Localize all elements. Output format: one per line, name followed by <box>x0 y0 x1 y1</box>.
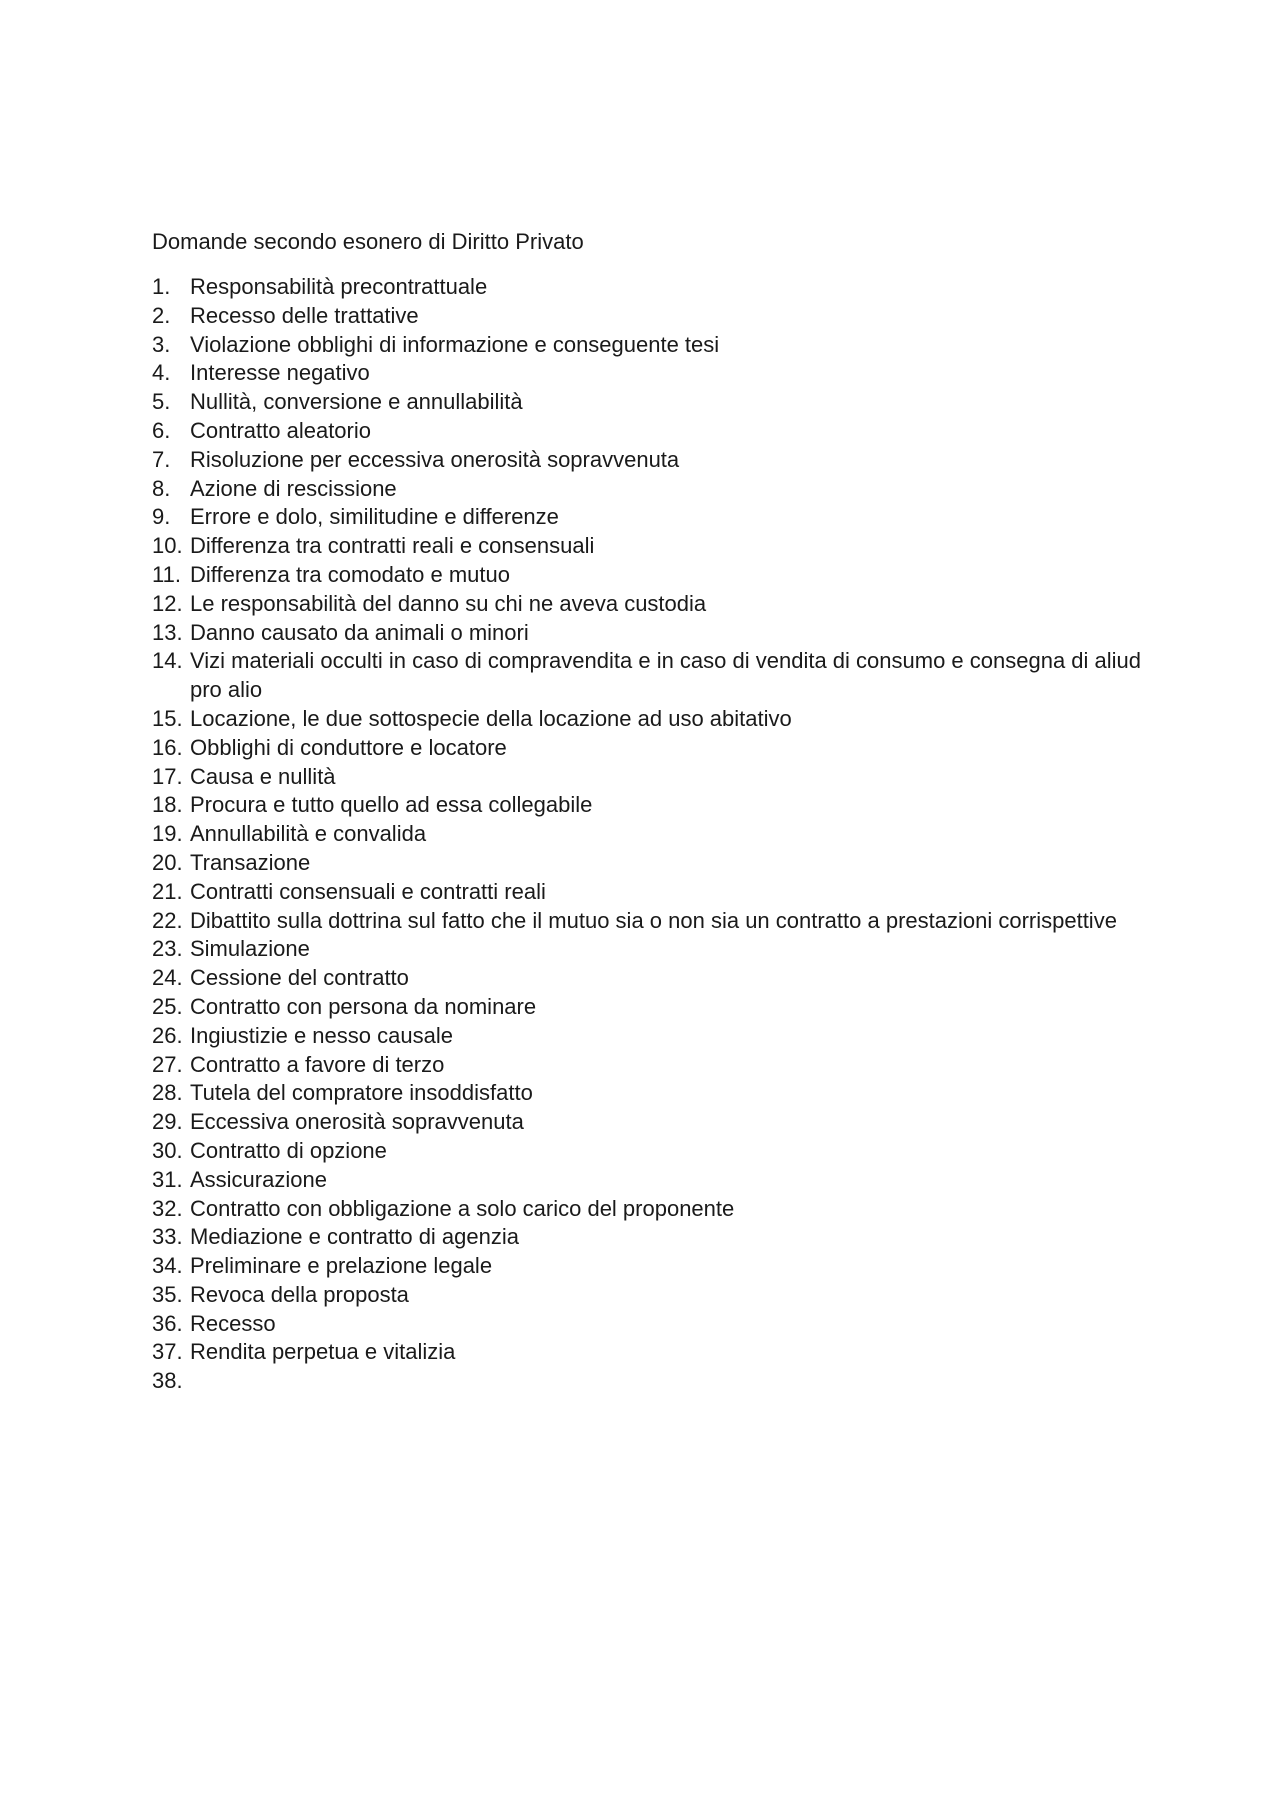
question-item <box>152 1195 1152 1224</box>
question-number: 29. <box>152 1109 183 1135</box>
question-item <box>152 273 1152 302</box>
question-number: 15. <box>152 705 183 731</box>
question-number: 10. <box>152 533 183 559</box>
question-text: Differenza tra contratti reali e consensuali <box>190 533 595 559</box>
question-number: 5. <box>152 389 171 415</box>
question-number: 19. <box>152 821 183 847</box>
question-item <box>152 647 1152 705</box>
question-number: 3. <box>152 331 171 357</box>
question-number: 27. <box>152 1051 183 1077</box>
question-number: 4. <box>152 360 171 386</box>
question-item <box>152 820 1152 849</box>
question-text: Ingiustizie e nesso causale <box>190 1022 453 1048</box>
question-text: Preliminare e prelazione legale <box>190 1253 493 1279</box>
question-number: 14. <box>152 648 183 674</box>
question-item <box>152 446 1152 475</box>
question-item <box>152 1108 1152 1137</box>
question-text: Annullabilità e convalida <box>190 821 427 847</box>
question-number: 22. <box>152 907 183 933</box>
question-item <box>152 302 1152 331</box>
question-item <box>152 907 1152 936</box>
question-number: 16. <box>152 734 183 760</box>
question-text: Contratto a favore di terzo <box>190 1051 445 1077</box>
question-number: 11. <box>152 561 181 587</box>
question-number: 2. <box>152 302 171 328</box>
question-text: Contratto di opzione <box>190 1137 387 1163</box>
question-number: 26. <box>152 1022 183 1048</box>
question-item <box>152 1310 1152 1339</box>
question-number: 28. <box>152 1080 183 1106</box>
question-item <box>152 791 1152 820</box>
question-item <box>152 1281 1152 1310</box>
question-text: Obblighi di conduttore e locatore <box>190 734 507 760</box>
question-number: 1. <box>152 274 171 299</box>
question-item <box>152 532 1152 561</box>
question-text: Le responsabilità del danno su chi ne aveva custodia <box>190 590 707 616</box>
question-number: 8. <box>152 475 171 501</box>
question-item <box>152 331 1152 360</box>
question-item <box>152 388 1152 417</box>
question-item <box>152 1137 1152 1166</box>
question-text: Violazione obblighi di informazione e conseguente tesi <box>190 331 720 357</box>
question-text: Risoluzione per eccessiva onerosità sopravvenuta <box>190 446 680 472</box>
question-number: 36. <box>152 1310 183 1336</box>
question-text: Azione di rescissione <box>190 475 397 501</box>
question-text: Nullità, conversione e annullabilità <box>190 389 523 415</box>
question-text: Procura e tutto quello ad essa collegabile <box>190 792 593 818</box>
question-item <box>152 475 1152 504</box>
question-text: Cessione del contratto <box>190 965 409 991</box>
document-title: Domande secondo esonero di Diritto Privato <box>152 229 584 254</box>
question-number: 6. <box>152 417 171 443</box>
question-text: Dibattito sulla dottrina sul fatto che il mutuo sia o non sia un contratto a prestazioni corrispettive <box>190 907 1117 933</box>
question-number: 33. <box>152 1224 183 1250</box>
question-text: Vizi materiali occulti in caso di compravendita e in caso di vendita di consumo e consegna di aliud pro alio <box>190 648 1142 703</box>
question-item <box>152 590 1152 619</box>
question-item <box>152 619 1152 648</box>
question-text: Mediazione e contratto di agenzia <box>190 1224 519 1250</box>
question-item <box>152 1166 1152 1195</box>
question-text: Transazione <box>190 849 311 875</box>
question-text: Contratto aleatorio <box>190 417 371 443</box>
question-text: Revoca della proposta <box>190 1281 409 1307</box>
question-text: Causa e nullità <box>190 763 336 789</box>
question-item <box>152 993 1152 1022</box>
question-number: 24. <box>152 965 183 991</box>
question-text: Contratto con obbligazione a solo carico del proponente <box>190 1195 735 1221</box>
question-item <box>152 1338 1152 1367</box>
question-item <box>152 935 1152 964</box>
question-item <box>152 964 1152 993</box>
question-number: 12. <box>152 590 183 616</box>
question-number: 13. <box>152 619 183 645</box>
question-number: 34. <box>152 1253 183 1279</box>
question-number: 38. <box>152 1368 183 1394</box>
question-item <box>152 1367 1152 1396</box>
question-item <box>152 849 1152 878</box>
question-text: Simulazione <box>190 936 310 962</box>
question-text: Recesso <box>190 1310 276 1336</box>
question-text: Eccessiva onerosità sopravvenuta <box>190 1109 524 1135</box>
question-item <box>152 1252 1152 1281</box>
question-text: Differenza tra comodato e mutuo <box>190 561 510 587</box>
question-text: Errore e dolo, similitudine e differenze <box>190 504 559 530</box>
question-item <box>152 705 1152 734</box>
question-text: Rendita perpetua e vitalizia <box>190 1339 456 1365</box>
question-item <box>152 359 1152 388</box>
question-text: Danno causato da animali o minori <box>190 619 529 645</box>
question-number: 31. <box>152 1166 183 1192</box>
question-text: Interesse negativo <box>190 360 370 386</box>
question-item <box>152 878 1152 907</box>
question-text: Contratti consensuali e contratti reali <box>190 878 546 904</box>
question-number: 21. <box>152 878 183 904</box>
question-item <box>152 1223 1152 1252</box>
question-item <box>152 503 1152 532</box>
question-number: 18. <box>152 792 183 818</box>
question-item <box>152 1022 1152 1051</box>
question-number: 35. <box>152 1281 183 1307</box>
question-text: Assicurazione <box>190 1166 327 1192</box>
question-item <box>152 1051 1152 1080</box>
question-text: Responsabilità precontrattuale <box>190 274 488 299</box>
question-item <box>152 561 1152 590</box>
question-number: 30. <box>152 1137 183 1163</box>
question-item <box>152 734 1152 763</box>
question-item <box>152 763 1152 792</box>
question-item <box>152 1079 1152 1108</box>
question-text: Contratto con persona da nominare <box>190 993 537 1019</box>
question-list <box>152 273 1152 1396</box>
question-text <box>190 1367 1152 1396</box>
question-number: 25. <box>152 993 183 1019</box>
question-item <box>152 417 1152 446</box>
question-number: 7. <box>152 446 171 472</box>
question-number: 17. <box>152 763 183 789</box>
question-number: 32. <box>152 1195 183 1221</box>
question-text: Locazione, le due sottospecie della locazione ad uso abitativo <box>190 705 792 731</box>
question-number: 23. <box>152 936 183 962</box>
question-number: 9. <box>152 504 171 530</box>
question-number: 37. <box>152 1339 183 1365</box>
question-text: Recesso delle trattative <box>190 302 419 328</box>
question-text: Tutela del compratore insoddisfatto <box>190 1080 533 1106</box>
question-number: 20. <box>152 849 183 875</box>
